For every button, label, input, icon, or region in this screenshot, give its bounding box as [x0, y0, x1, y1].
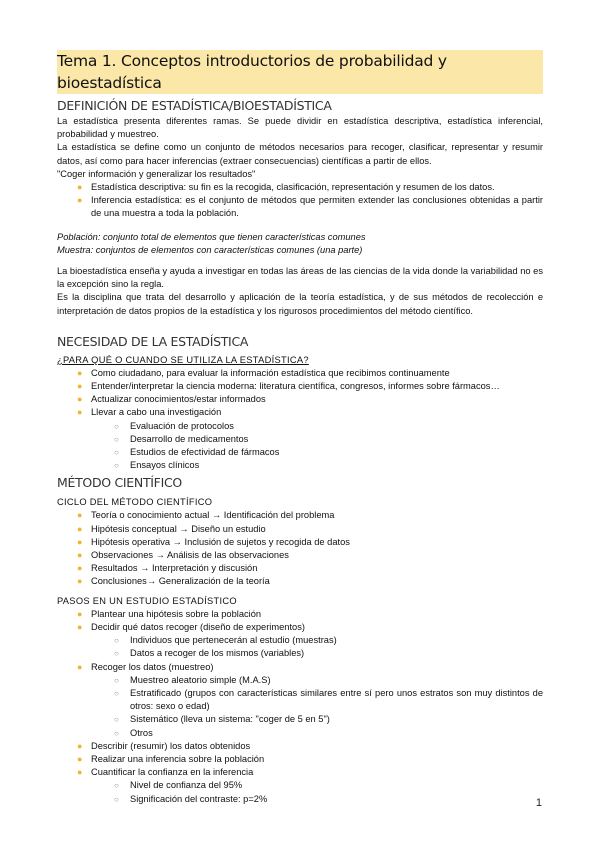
bullet-icon: ●	[77, 740, 83, 751]
circle-bullet-icon: ○	[114, 675, 119, 685]
list-item: ○ Significación del contraste: p=2%	[57, 793, 543, 806]
list-item: ● Recoger los datos (muestreo) ○ Muestreo aleatorio simple (M.A.S) ○ Estratificado (grupos con características similares entre sí pero unos estratos son muy distintos de otros: sexo o edad) ○ Sistemático (lleva un sistema: "coger de 5 en 5") ○ Otros	[57, 661, 543, 740]
bullet-icon: ●	[77, 563, 83, 574]
list-item: ○ Individuos que pertenecerán al estudio (muestras)	[57, 634, 543, 647]
list-item: ● Como ciudadano, para evaluar la información estadística que recibimos continuamente	[57, 367, 543, 380]
circle-bullet-icon: ○	[114, 461, 119, 471]
list-item: ○ Ensayos clínicos	[57, 459, 543, 472]
list-item: ○ Datos a recoger de los mismos (variables)	[57, 647, 543, 660]
subheading-para-que: ¿PARA QUÉ O CUANDO SE UTILIZA LA ESTADÍSTICA?	[57, 354, 309, 365]
list-item: ○ Estratificado (grupos con características similares entre sí pero unos estratos son muy distintos de otros: sexo o edad)	[114, 687, 543, 712]
definition-poblacion: Población: conjunto total de elementos que tienen características comunes	[57, 231, 366, 242]
page-number: 1	[535, 797, 542, 809]
sub-bullet-list	[57, 420, 543, 473]
bullet-icon: ●	[77, 661, 83, 672]
list-item: ● Conclusiones→ Generalización de la teoría	[57, 575, 543, 588]
paragraph-quote: "Coger información y generalizar los resultados"	[57, 168, 256, 179]
list-item: ● Hipótesis conceptual → Diseño un estudio	[57, 523, 543, 536]
section-heading-necesidad: NECESIDAD DE LA ESTADÍSTICA	[57, 333, 249, 349]
page-title: Tema 1. Conceptos introductorios de probabilidad y bioestadística	[57, 52, 447, 92]
bullet-icon: ●	[77, 608, 83, 619]
section-heading-definicion: DEFINICIÓN DE ESTADÍSTICA/BIOESTADÍSTICA	[57, 98, 332, 113]
section-heading-metodo: MÉTODO CIENTÍFICO	[57, 475, 182, 491]
paragraph-bioestadistica: La bioestadística enseña y ayuda a investigar en todas las áreas de las ciencias de la vida donde la variabilidad no es la excepción sino la regla.	[57, 266, 543, 290]
list-item: ● Observaciones → Análisis de las observaciones	[57, 549, 543, 562]
list-item: ● Llevar a cabo una investigación ○ Evaluación de protocolos ○ Desarrollo de medicamentos ○ Estudios de efectividad de fármacos ○ Ensayos clínicos	[57, 406, 543, 472]
circle-bullet-icon: ○	[114, 688, 119, 698]
bullet-icon: ●	[77, 621, 83, 632]
circle-bullet-icon: ○	[114, 448, 119, 458]
bullet-icon: ●	[77, 576, 83, 587]
bullet-list-ciclo	[57, 509, 543, 588]
circle-bullet-icon: ○	[114, 421, 119, 431]
paragraph-disciplina: Es la disciplina que trata del desarrollo y aplicación de la teoría estadística, y de sus métodos de recolección e interpretación de datos propios de la estadística y los rigurosos procedimientos del método científico.	[57, 292, 543, 316]
bullet-list-necesidad	[57, 367, 543, 473]
bullet-icon: ●	[77, 381, 83, 392]
list-item: ● Actualizar conocimientos/estar informados	[57, 393, 543, 406]
bullet-icon: ●	[77, 394, 83, 405]
list-item: ● Resultados → Interpretación y discusión	[57, 562, 543, 575]
title-highlight	[57, 50, 543, 94]
bullet-icon: ●	[77, 536, 83, 547]
paragraph-definicion: La estadística se define como un conjunto de métodos necesarios para recoger, clasificar, representar y resumir datos, así como para hacer inferencias (extraer consecuencias) científicas a partir de ellos.	[57, 142, 543, 166]
bullet-list-pasos	[57, 608, 543, 806]
list-item: ○ Desarrollo de medicamentos	[57, 433, 543, 446]
bullet-icon: ●	[77, 182, 83, 193]
subheading-ciclo: CICLO DEL MÉTODO CIENTÍFICO	[57, 497, 213, 508]
bullet-icon: ●	[77, 523, 83, 534]
circle-bullet-icon: ○	[114, 434, 119, 444]
list-item: ● Realizar una inferencia sobre la población	[57, 753, 543, 766]
list-item: ● Plantear una hipótesis sobre la población	[57, 608, 543, 621]
list-item: ● Decidir qué datos recoger (diseño de experimentos) ○ Individuos que pertenecerán al estudio (muestras) ○ Datos a recoger de los mismos (variables)	[57, 621, 543, 661]
document-page	[57, 50, 543, 806]
list-item: ○ Evaluación de protocolos	[57, 420, 543, 433]
list-item: ● Estadística descriptiva: su fin es la recogida, clasificación, representación y resumen de los datos.	[57, 181, 543, 194]
definition-muestra: Muestra: conjuntos de elementos con características comunes (una parte)	[57, 244, 363, 255]
bullet-icon: ●	[77, 195, 83, 206]
list-item: ● Inferencia estadística: es el conjunto de métodos que permiten extender las conclusiones obtenidas a partir de una muestra a toda la población.	[77, 195, 543, 219]
list-item: ○ Muestreo aleatorio simple (M.A.S)	[57, 674, 543, 687]
circle-bullet-icon: ○	[114, 781, 119, 791]
list-item: ● Cuantificar la confianza en la inferencia ○ Nivel de confianza del 95% ○ Significación del contraste: p=2%	[57, 766, 543, 806]
sub-bullet-list	[57, 634, 543, 660]
subheading-pasos: PASOS EN UN ESTUDIO ESTADÍSTICO	[57, 595, 237, 606]
bullet-icon: ●	[77, 753, 83, 764]
list-item: ● Entender/interpretar la ciencia moderna: literatura científica, congresos, informes sobre fármacos…	[57, 380, 543, 393]
list-item: ● Teoría o conocimiento actual → Identificación del problema	[57, 509, 543, 522]
circle-bullet-icon: ○	[114, 715, 119, 725]
bullet-icon: ●	[77, 510, 83, 521]
circle-bullet-icon: ○	[114, 728, 119, 738]
list-item: ● Describir (resumir) los datos obtenidos	[57, 740, 543, 753]
bullet-icon: ●	[77, 367, 83, 378]
sub-bullet-list	[57, 674, 543, 740]
bullet-icon: ●	[77, 550, 83, 561]
bullet-list-ramas	[57, 181, 543, 221]
list-item: ○ Sistemático (lleva un sistema: "coger de 5 en 5")	[57, 713, 543, 726]
circle-bullet-icon: ○	[114, 636, 119, 646]
list-item: ○ Estudios de efectividad de fármacos	[57, 446, 543, 459]
paragraph-ramas: La estadística presenta diferentes ramas. Se puede dividir en estadística descriptiva, estadística inferencial, probabilidad y muestreo.	[57, 116, 543, 140]
list-item: ● Hipótesis operativa → Inclusión de sujetos y recogida de datos	[57, 536, 543, 549]
bullet-icon: ●	[77, 767, 83, 778]
list-item: ○ Nivel de confianza del 95%	[57, 779, 543, 792]
sub-bullet-list	[57, 779, 543, 805]
circle-bullet-icon: ○	[114, 649, 119, 659]
circle-bullet-icon: ○	[114, 794, 119, 804]
bullet-icon: ●	[77, 407, 83, 418]
list-item: ○ Otros	[57, 727, 543, 740]
